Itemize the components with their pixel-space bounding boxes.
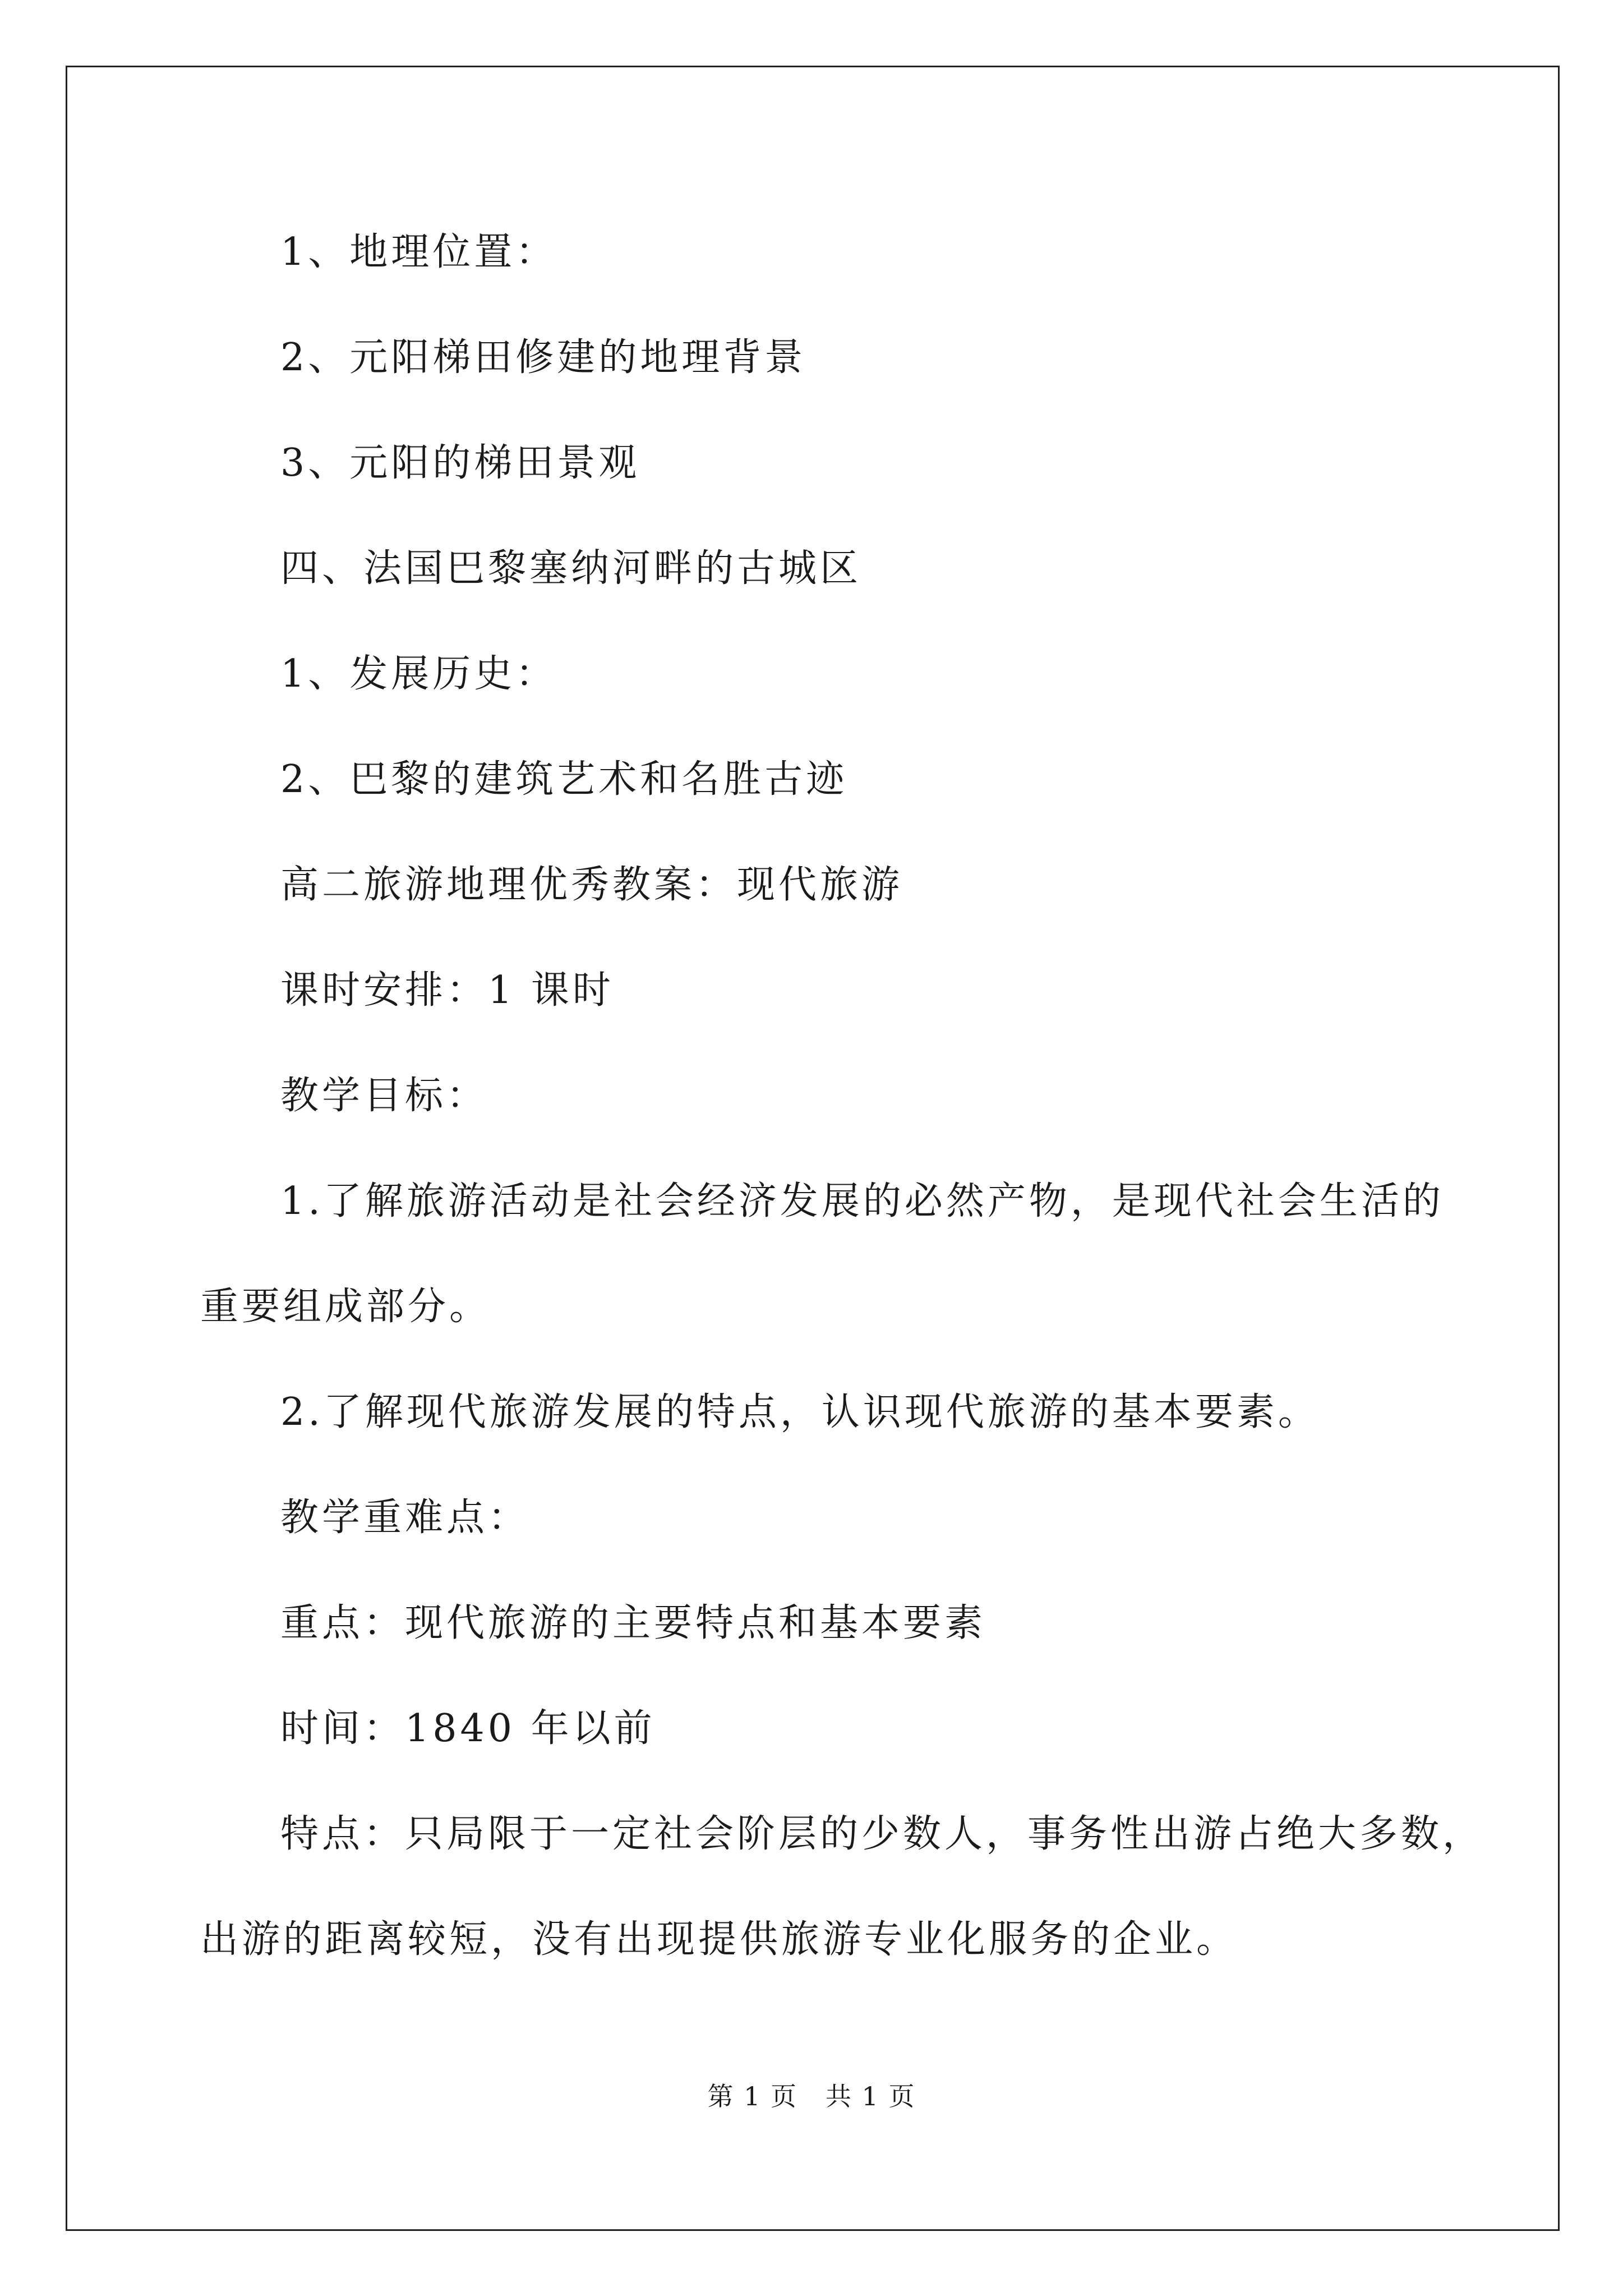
paragraph-line: 重要组成部分。 [200, 1285, 491, 1329]
section-heading: 四、法国巴黎塞纳河畔的古城区 [280, 546, 862, 591]
paragraph-line: 出游的距离较短，没有出现提供旅游专业化服务的企业。 [200, 1917, 1238, 1962]
paragraph-line: 1、地理位置： [280, 230, 557, 274]
paragraph-line: 2、元阳梯田修建的地理背景 [280, 335, 806, 380]
paragraph-line: 2、巴黎的建筑艺术和名胜古迹 [280, 757, 848, 802]
page-total: 共 1 页 [826, 2081, 916, 2111]
paragraph-line: 课时安排：1 课时 [280, 968, 614, 1013]
paragraph-line: 2.了解现代旅游发展的特点，认识现代旅游的基本要素。 [280, 1390, 1320, 1434]
paragraph-line: 时间：1840 年以前 [280, 1706, 656, 1751]
page-footer [0, 2079, 1623, 2113]
paragraph-line: 1、发展历史： [280, 652, 557, 696]
paragraph-line: 重点：现代旅游的主要特点和基本要素 [280, 1601, 986, 1645]
page-number: 第 1 页 [707, 2081, 797, 2111]
paragraph-line: 教学重难点： [280, 1496, 530, 1540]
paragraph-line: 教学目标： [280, 1074, 488, 1118]
page-border [66, 66, 1560, 2231]
lesson-title: 高二旅游地理优秀教案：现代旅游 [280, 863, 903, 907]
paragraph-line: 3、元阳的梯田景观 [280, 441, 640, 485]
paragraph-line: 1.了解旅游活动是社会经济发展的必然产物，是现代社会生活的 [280, 1179, 1444, 1223]
paragraph-line: 特点：只局限于一定社会阶层的少数人，事务性出游占绝大多数， [280, 1812, 1484, 1856]
